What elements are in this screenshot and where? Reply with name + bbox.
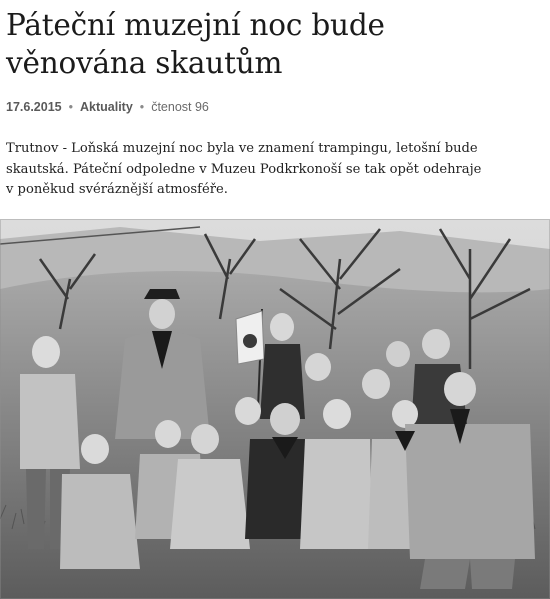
article-title [6,6,526,82]
meta-separator-dot: • [139,100,145,114]
article-date: 17.6.2015 [6,100,62,114]
article-title-line-2: věnována skautům [6,46,283,80]
perex-line-2: skautská. Páteční odpoledne v Muzeu Podkrkonoší se tak opět odehraje [6,161,482,177]
scout-group-photo [0,219,550,599]
perex-line-3: v poněkud svéráznější atmosféře. [6,182,228,197]
view-count: čtenost 96 [151,100,209,114]
article-perex [6,139,544,201]
category-link[interactable]: Aktuality [80,100,133,114]
article-title-line-1: Páteční muzejní noc bude [6,8,385,42]
meta-separator-dot: • [68,100,73,114]
article-meta [6,100,209,114]
article-photo[interactable] [0,219,550,599]
perex-line-1: Trutnov - Loňská muzejní noc byla ve znamení trampingu, letošní bude [6,141,478,156]
